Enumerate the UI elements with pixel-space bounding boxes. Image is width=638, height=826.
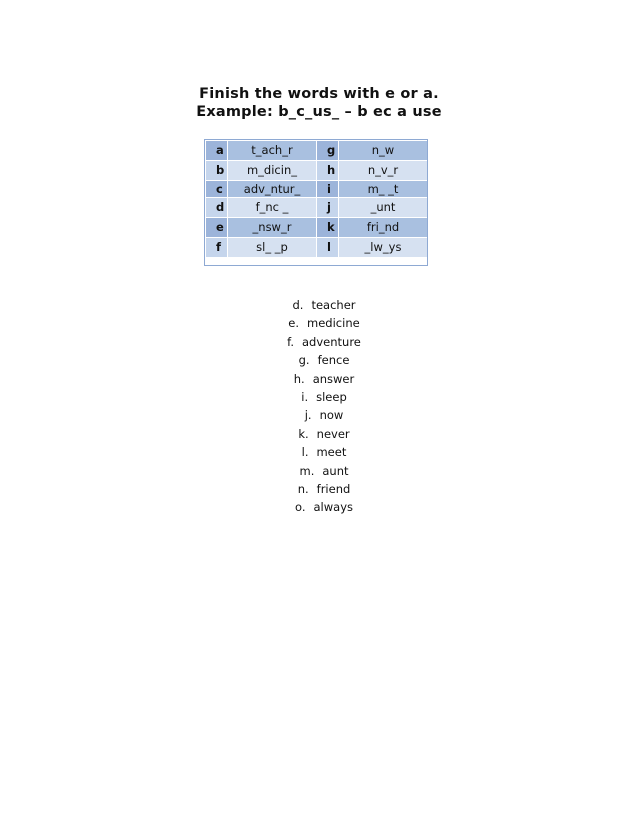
row-letter: g <box>317 141 339 161</box>
table-row <box>206 218 428 238</box>
list-item <box>0 388 638 406</box>
row-letter: j <box>317 198 339 218</box>
answer-list <box>0 296 638 517</box>
incomplete-word: _unt <box>339 198 428 218</box>
example-heading: Example: b_c_us_ – b ec a use <box>196 104 442 120</box>
row-letter: l <box>317 238 339 258</box>
table-row <box>206 181 428 198</box>
table-row <box>206 198 428 218</box>
list-item <box>0 370 638 388</box>
incomplete-word: m_ _t <box>339 181 428 198</box>
row-letter: b <box>206 161 228 181</box>
item-label: l. <box>301 445 309 460</box>
item-word: never <box>316 426 350 441</box>
list-item <box>0 351 638 369</box>
item-label: f. <box>287 334 294 349</box>
item-word: always <box>313 500 353 515</box>
incomplete-word: adv_ntur_ <box>228 181 317 198</box>
row-letter: k <box>317 218 339 238</box>
incomplete-word: f_nc _ <box>228 198 317 218</box>
item-label: i. <box>301 389 309 404</box>
item-word: adventure <box>302 334 361 349</box>
item-label: n. <box>297 481 309 496</box>
word-table <box>205 140 428 258</box>
list-item <box>0 425 638 443</box>
row-letter: i <box>317 181 339 198</box>
list-item <box>0 296 638 314</box>
incomplete-word: m_dicin_ <box>228 161 317 181</box>
item-word: sleep <box>316 389 347 404</box>
item-word: medicine <box>307 316 360 331</box>
table-row <box>206 238 428 258</box>
row-letter: d <box>206 198 228 218</box>
item-word: teacher <box>311 298 356 312</box>
incomplete-word: _lw_ys <box>339 238 428 258</box>
item-label: j. <box>304 408 312 423</box>
list-item <box>0 314 638 332</box>
row-letter: f <box>206 238 228 258</box>
list-item <box>0 406 638 424</box>
incomplete-word: n_v_r <box>339 161 428 181</box>
instruction-heading: Finish the words with e or a. <box>199 86 439 102</box>
item-label: g. <box>298 353 310 368</box>
item-word: meet <box>316 445 347 460</box>
table-row <box>206 161 428 181</box>
row-letter: c <box>206 181 228 198</box>
item-label: h. <box>293 371 305 386</box>
item-word: friend <box>316 481 351 496</box>
list-item <box>0 333 638 351</box>
incomplete-word: _nsw_r <box>228 218 317 238</box>
item-label: e. <box>288 316 300 331</box>
list-item <box>0 462 638 480</box>
list-item <box>0 480 638 498</box>
item-label: d. <box>292 298 304 312</box>
row-letter: a <box>206 141 228 161</box>
incomplete-word: t_ach_r <box>228 141 317 161</box>
incomplete-word: n_w <box>339 141 428 161</box>
item-word: now <box>319 408 344 423</box>
item-label: k. <box>298 426 309 441</box>
item-word: aunt <box>322 463 349 478</box>
row-letter: e <box>206 218 228 238</box>
item-label: o. <box>295 500 306 515</box>
incomplete-word: fri_nd <box>339 218 428 238</box>
row-letter: h <box>317 161 339 181</box>
list-item <box>0 498 638 516</box>
table-row <box>206 141 428 161</box>
item-label: m. <box>299 463 315 478</box>
item-word: fence <box>317 353 350 368</box>
list-item <box>0 443 638 461</box>
item-word: answer <box>312 371 355 386</box>
incomplete-word: sl_ _p <box>228 238 317 258</box>
